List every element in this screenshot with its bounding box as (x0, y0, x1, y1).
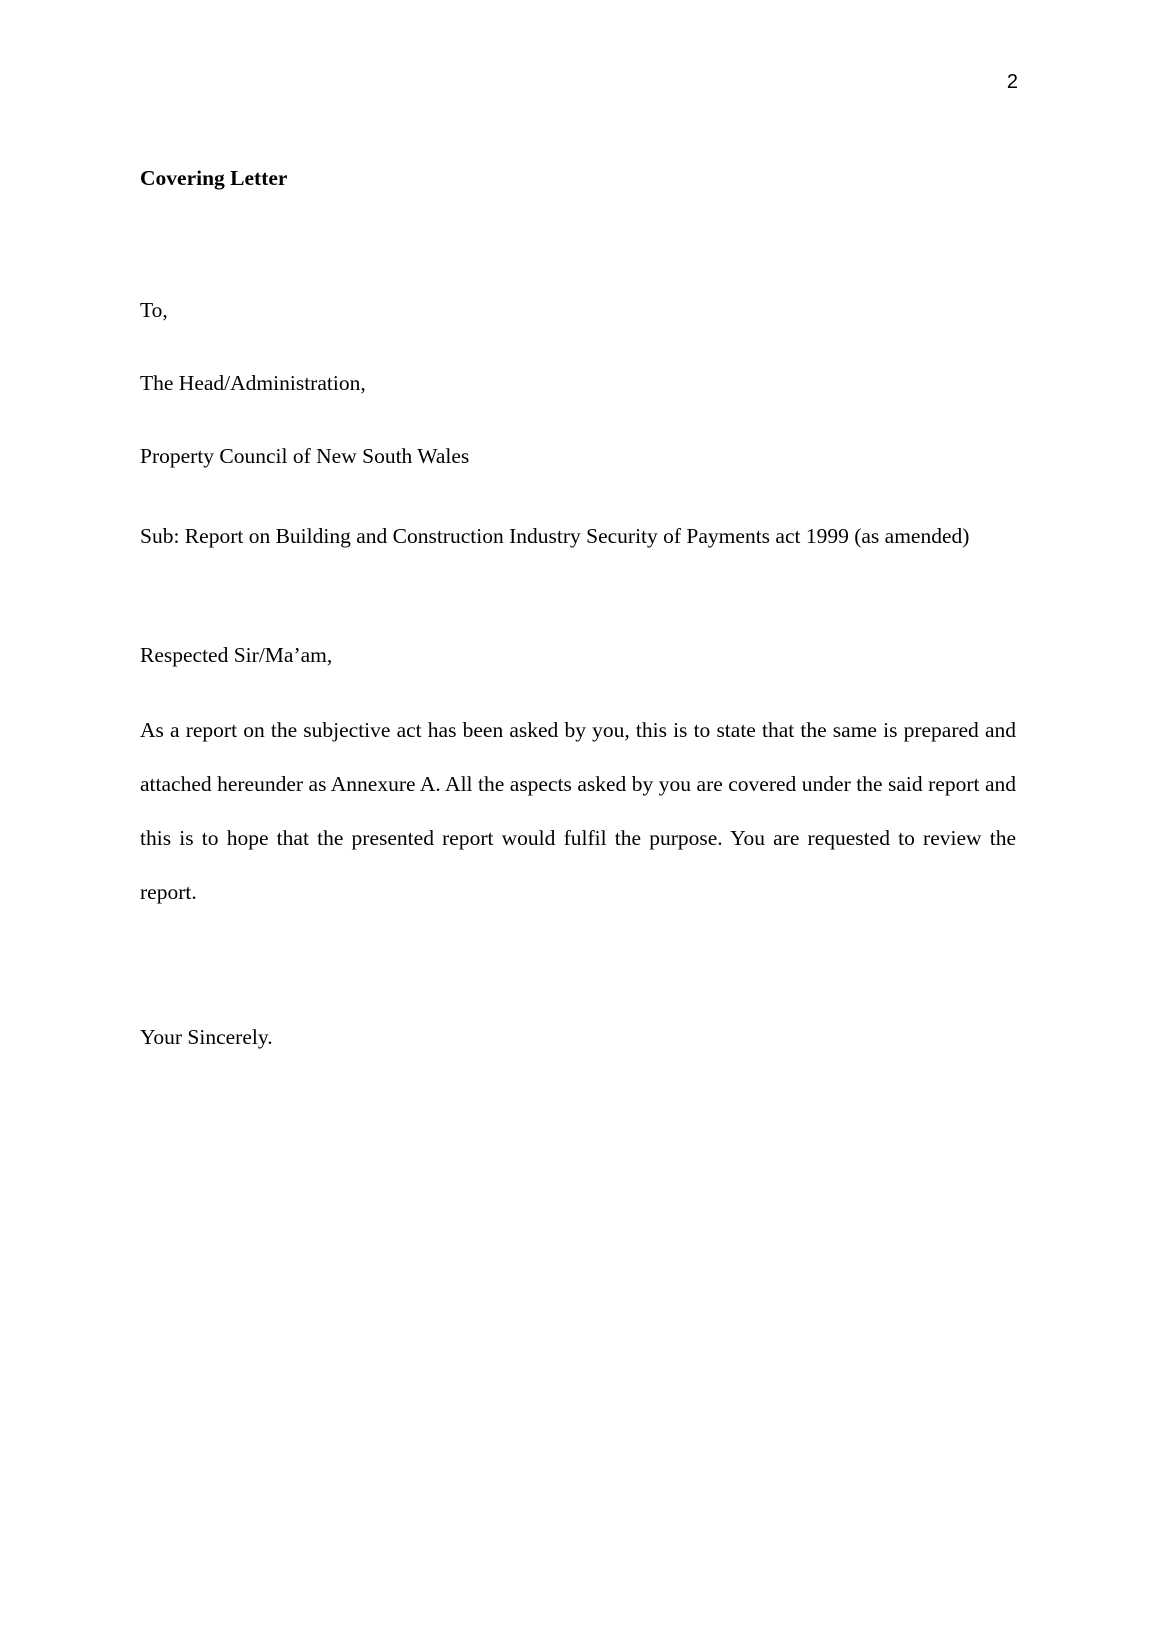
letter-to-line: To, (140, 298, 168, 322)
letter-body-paragraph: As a report on the subjective act has been asked by you, this is to state that the same is prepared and attached hereunder as Annexure A. All the aspects asked by you are covered under the said report and this is to hope that the presented report would fulfil the purpose. You are requested to review the report. (140, 718, 1016, 904)
page-number: 2 (1006, 71, 1018, 93)
recipient-organization: Property Council of New South Wales (140, 444, 470, 468)
letter-heading: Covering Letter (140, 166, 288, 190)
letter-closing: Your Sincerely. (140, 1025, 273, 1049)
letter-salutation: Respected Sir/Ma’am, (140, 643, 333, 667)
letter-subject: Sub: Report on Building and Construction Industry Security of Payments act 1999 (as amended) (140, 524, 970, 548)
recipient-title: The Head/Administration, (140, 371, 366, 395)
